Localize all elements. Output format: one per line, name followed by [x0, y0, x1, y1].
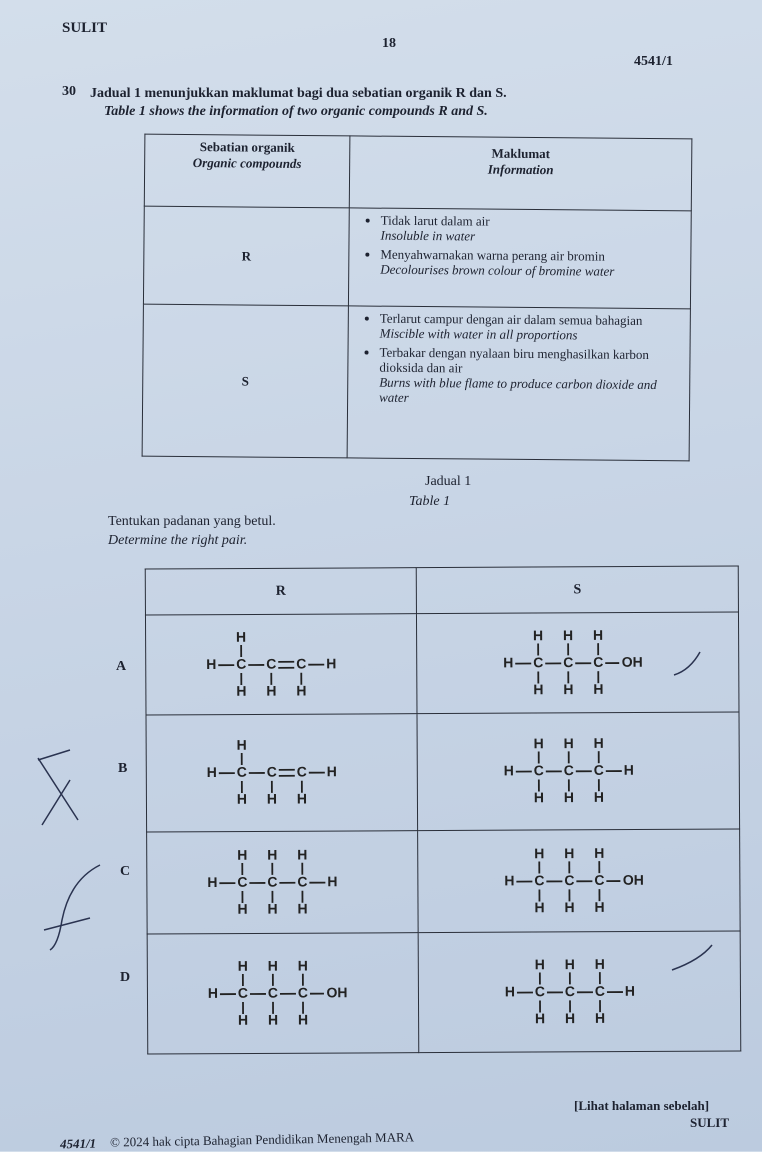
- table-header-information: [349, 136, 692, 211]
- option-label-b[interactable]: B: [118, 761, 127, 777]
- atom-h: H: [208, 984, 218, 1000]
- atom-h: H: [592, 626, 602, 642]
- atom-h: H: [298, 1011, 308, 1027]
- atom-h: H: [326, 655, 336, 671]
- atom-h: H: [237, 900, 247, 916]
- compound-s: S: [142, 304, 348, 458]
- tick-marks: [670, 640, 720, 980]
- option-row-a[interactable]: [145, 612, 739, 715]
- hydroxyl-group: OH: [326, 984, 347, 1000]
- atom-c: C: [296, 655, 306, 671]
- atom-c: C: [266, 655, 276, 671]
- atom-h: H: [594, 844, 604, 860]
- header-en: Organic compounds: [159, 155, 335, 173]
- info-en: Decolourises brown colour of bromine water: [380, 261, 614, 278]
- option-row-d[interactable]: [147, 931, 741, 1054]
- atom-h: H: [207, 764, 217, 780]
- header-ms: Sebatian organik: [159, 139, 335, 157]
- atom-h: H: [267, 791, 277, 807]
- atom-h: H: [238, 957, 248, 973]
- atom-h: H: [562, 627, 572, 643]
- atom-h: H: [594, 955, 604, 971]
- table-caption-ms: Jadual 1: [425, 474, 471, 490]
- atom-c: C: [593, 762, 603, 778]
- atom-h: H: [206, 655, 216, 671]
- atom-c: C: [297, 763, 307, 779]
- compound-r: R: [143, 206, 349, 306]
- atom-c: C: [533, 762, 543, 778]
- atom-h: H: [503, 654, 513, 670]
- atom-c: C: [267, 764, 277, 780]
- atom-h: H: [266, 682, 276, 698]
- atom-h: H: [237, 846, 247, 862]
- atom-h: H: [236, 682, 246, 698]
- structural-formula: [193, 948, 373, 1039]
- question-text-en: Table 1 shows the information of two organic compounds R and S.: [104, 104, 488, 120]
- structural-formula: [488, 726, 668, 817]
- atom-h: H: [504, 983, 514, 999]
- structure-r: [146, 714, 418, 832]
- option-row-b[interactable]: [146, 712, 740, 832]
- option-label-a[interactable]: A: [116, 659, 126, 675]
- atom-h: H: [564, 1010, 574, 1026]
- header-ms: Maklumat: [358, 144, 683, 163]
- atom-c: C: [298, 984, 308, 1000]
- info-ms: Terlarut campur dengan air dalam semua bahagian: [380, 311, 643, 328]
- footer-copyright: © 2024 hak cipta Bahagian Pendidikan Menengah MARA: [110, 1129, 414, 1150]
- atom-h: H: [534, 899, 544, 915]
- information-table: [142, 134, 693, 462]
- column-header-s: S: [416, 566, 738, 614]
- atom-h: H: [238, 1011, 248, 1027]
- atom-c: C: [533, 654, 543, 670]
- info-en: Burns with blue flame to produce carbon dioxide and water: [379, 374, 657, 404]
- atom-h: H: [564, 845, 574, 861]
- atom-c: C: [564, 983, 574, 999]
- structural-formula: [489, 835, 669, 926]
- structural-formula: [192, 727, 372, 818]
- atom-h: H: [534, 956, 544, 972]
- atom-h: H: [532, 627, 542, 643]
- atom-h: H: [237, 791, 247, 807]
- atom-c: C: [563, 762, 573, 778]
- table-row: [143, 206, 691, 309]
- atom-h: H: [534, 1010, 544, 1026]
- atom-h: H: [207, 873, 217, 889]
- header-sulit: SULIT: [62, 20, 107, 37]
- atom-h: H: [623, 762, 633, 778]
- atom-c: C: [563, 654, 573, 670]
- atom-h: H: [297, 790, 307, 806]
- atom-h: H: [563, 789, 573, 805]
- structural-formula: [487, 617, 667, 708]
- option-label-c[interactable]: C: [120, 864, 130, 880]
- info-r: [348, 208, 691, 309]
- atom-h: H: [593, 789, 603, 805]
- atom-c: C: [297, 873, 307, 889]
- options-table: [145, 565, 742, 1054]
- info-ms: Menyahwarnakan warna perang air bromin: [380, 247, 605, 264]
- atom-h: H: [298, 957, 308, 973]
- atom-c: C: [534, 983, 544, 999]
- table-header-compound: [144, 134, 350, 208]
- atom-c: C: [268, 984, 278, 1000]
- footer-code: 4541/1: [60, 1136, 96, 1152]
- question-text-ms: Jadual 1 menunjukkan maklumat bagi dua sebatian organik R dan S.: [90, 86, 507, 102]
- structure-r: [147, 831, 419, 934]
- info-en: Miscible with water in all proportions: [380, 326, 578, 343]
- atom-h: H: [268, 1011, 278, 1027]
- atom-h: H: [297, 900, 307, 916]
- atom-h: H: [593, 735, 603, 751]
- atom-h: H: [564, 956, 574, 972]
- header-en: Information: [358, 160, 683, 179]
- atom-h: H: [296, 682, 306, 698]
- option-row-c[interactable]: [147, 829, 741, 934]
- atom-c: C: [237, 873, 247, 889]
- info-s: [347, 306, 690, 461]
- atom-c: C: [237, 764, 247, 780]
- atom-h: H: [267, 846, 277, 862]
- atom-c: C: [564, 872, 574, 888]
- question-number: 30: [62, 84, 76, 100]
- hydroxyl-group: OH: [622, 871, 643, 887]
- atom-h: H: [504, 872, 514, 888]
- paper-code: 4541/1: [634, 54, 673, 70]
- footer-sulit: SULIT: [690, 1115, 729, 1131]
- atom-h: H: [563, 735, 573, 751]
- page-number: 18: [382, 36, 396, 52]
- atom-h: H: [297, 846, 307, 862]
- atom-h: H: [624, 982, 634, 998]
- atom-c: C: [236, 655, 246, 671]
- structural-formula: [489, 946, 669, 1037]
- atom-c: C: [534, 872, 544, 888]
- option-label-d[interactable]: D: [120, 970, 130, 986]
- atom-h: H: [236, 628, 246, 644]
- structure-r: [145, 614, 417, 715]
- atom-h: H: [564, 899, 574, 915]
- atom-h: H: [268, 957, 278, 973]
- atom-h: H: [237, 737, 247, 753]
- instruction-ms: Tentukan padanan yang betul.: [108, 514, 276, 530]
- atom-c: C: [593, 653, 603, 669]
- info-ms: Tidak larut dalam air: [381, 213, 490, 229]
- atom-c: C: [267, 873, 277, 889]
- atom-h: H: [533, 735, 543, 751]
- atom-h: H: [327, 873, 337, 889]
- table-caption-en: Table 1: [409, 494, 450, 510]
- column-header-r: R: [145, 568, 416, 615]
- structure-r: [147, 933, 419, 1054]
- atom-h: H: [534, 845, 544, 861]
- atom-h: H: [594, 1009, 604, 1025]
- atom-h: H: [533, 681, 543, 697]
- atom-h: H: [593, 680, 603, 696]
- structural-formula: [192, 837, 372, 928]
- info-en: Insoluble in water: [380, 228, 475, 244]
- atom-c: C: [238, 984, 248, 1000]
- hydroxyl-group: OH: [621, 653, 642, 669]
- turn-over-note: [Lihat halaman sebelah]: [574, 1098, 709, 1114]
- handwritten-pen-marks: [30, 740, 110, 960]
- instruction-en: Determine the right pair.: [108, 533, 247, 549]
- atom-c: C: [594, 982, 604, 998]
- atom-h: H: [267, 900, 277, 916]
- atom-h: H: [327, 763, 337, 779]
- atom-h: H: [533, 789, 543, 805]
- atom-h: H: [594, 898, 604, 914]
- atom-c: C: [594, 871, 604, 887]
- atom-h: H: [563, 681, 573, 697]
- structural-formula: [191, 619, 371, 710]
- info-ms: Terbakar dengan nyalaan biru menghasilkan karbon dioksida dan air: [379, 345, 649, 376]
- table-row: [142, 304, 690, 461]
- atom-h: H: [503, 762, 513, 778]
